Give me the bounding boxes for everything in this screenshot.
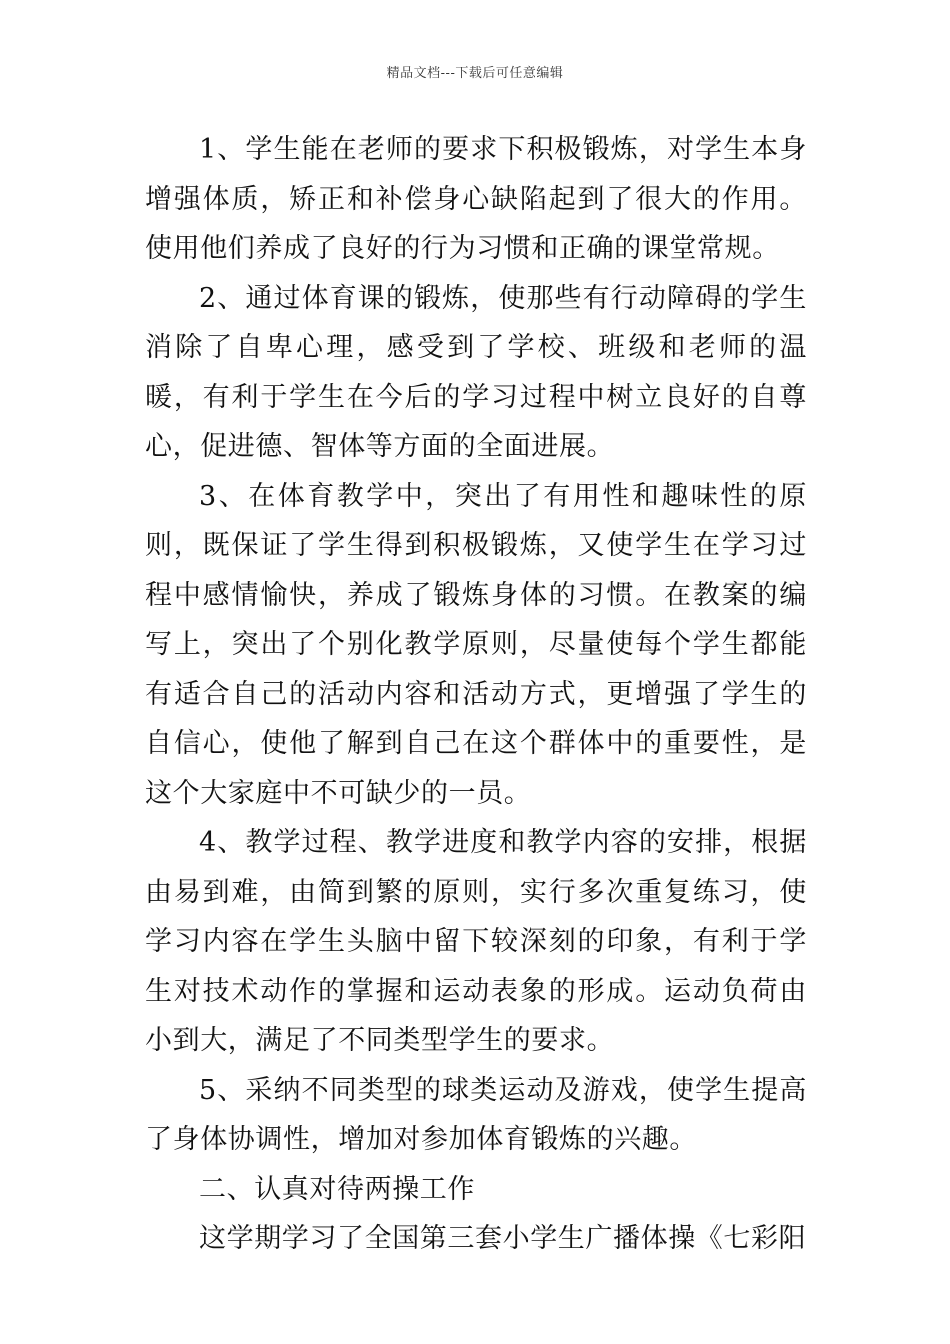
paragraph-2: 2、通过体育课的锻炼，使那些有行动障碍的学生消除了自卑心理，感受到了学校、班级和老师的温暖，有利于学生在今后的学习过程中树立良好的自尊心，促进德、智体等方面的全面进展。 [145,282,807,462]
paragraph-6: 这学期学习了全国第三套小学生广播体操《七彩阳 [199,1223,807,1254]
paragraph-3: 3、在体育教学中，突出了有用性和趣味性的原则，既保证了学生得到积极锻炼，又使学生在学习过程中感情愉快，养成了锻炼身体的习惯。在教案的编写上，突出了个别化教学原则，尽量使每个学生都能有适合自己的活动内容和活动方式，更增强了学生的自信心，使他了解到自己在这个群体中的重要性，是这个大家庭中不可缺少的一员。 [145,480,807,809]
page-header: 精品文档---下载后可任意编辑 [386,66,564,81]
paragraph-5: 5、采纳不同类型的球类运动及游戏，使学生提高了身体协调性，增加对参加体育锻炼的兴趣。 [145,1074,807,1155]
paragraph-1: 1、学生能在老师的要求下积极锻炼，对学生本身增强体质，矫正和补偿身心缺陷起到了很大的作用。使用他们养成了良好的行为习惯和正确的课堂常规。 [145,134,807,264]
paragraph-4: 4、教学过程、教学进度和教学内容的安排，根据由易到难，由简到繁的原则，实行多次重复练习，使学习内容在学生头脑中留下较深刻的印象，有利于学生对技术动作的掌握和运动表象的形成。运动负荷由小到大，满足了不同类型学生的要求。 [145,827,807,1056]
section-heading: 二、认真对待两操工作 [199,1173,475,1205]
document-body [145,125,807,1264]
